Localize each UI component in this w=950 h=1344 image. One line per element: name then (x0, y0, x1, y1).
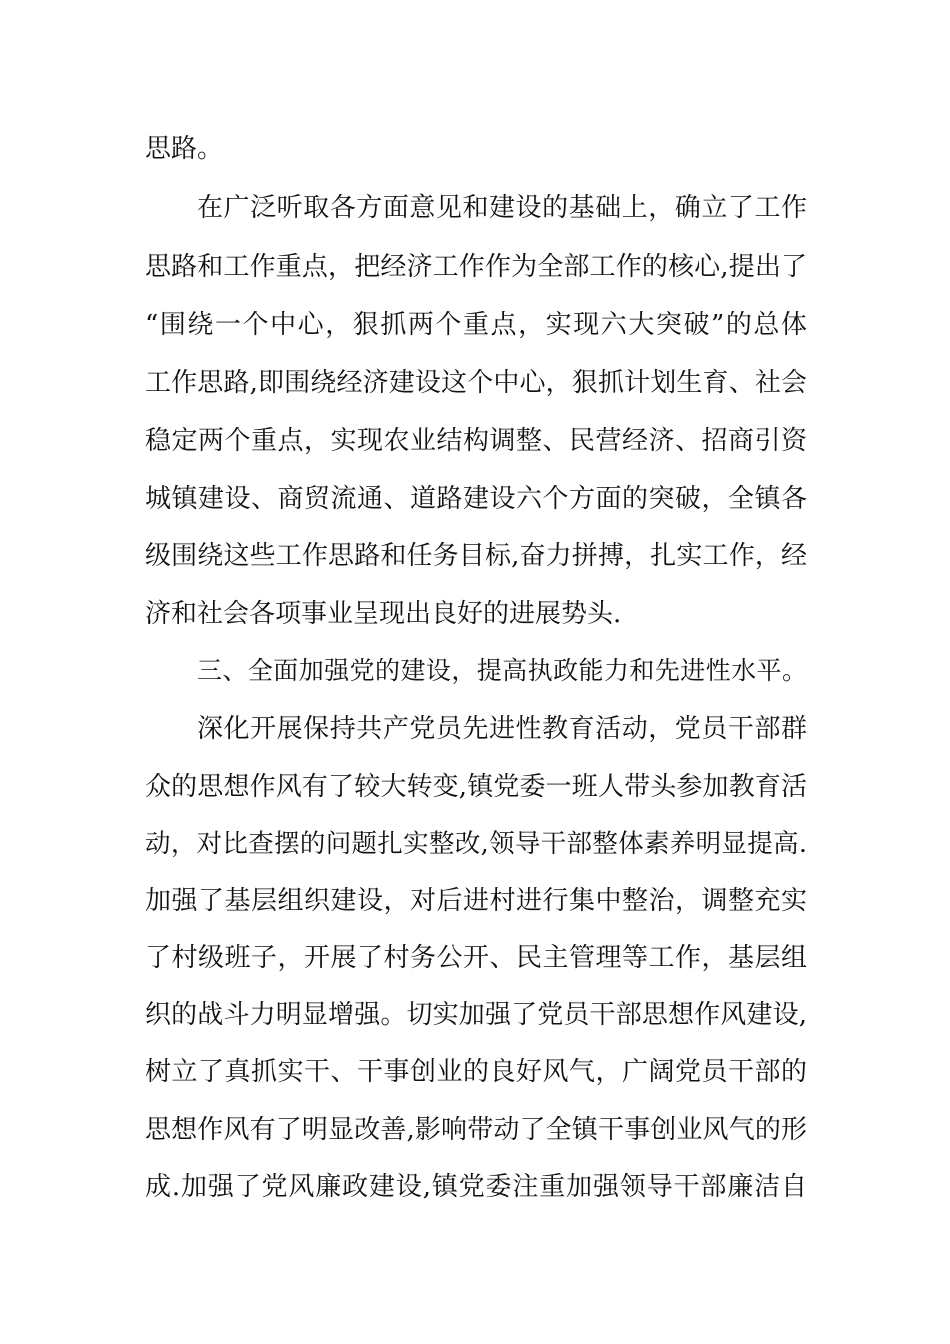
text-line: 加强了基层组织建设，对后进村进行集中整治，调整充实 (145, 886, 807, 916)
text-line: 织的战斗力明显增强。切实加强了党员干部思想作风建设, (145, 1000, 807, 1030)
text-line: “围绕一个中心，狠抓两个重点，实现六大突破”的总体 (145, 310, 807, 340)
text-line: 工作思路,即围绕经济建设这个中心，狠抓计划生育、社会 (145, 368, 807, 398)
text-line: 城镇建设、商贸流通、道路建设六个方面的突破，全镇各 (145, 484, 807, 514)
text-line: 众的思想作风有了较大转变,镇党委一班人带头参加教育活 (145, 772, 807, 802)
text-line: 级围绕这些工作思路和任务目标,奋力拼搏，扎实工作，经 (145, 541, 807, 571)
paragraph-first-line: 深化开展保持共产党员先进性教育活动，党员干部群 (197, 714, 807, 744)
text-line: 思路和工作重点，把经济工作作为全部工作的核心,提出了 (145, 252, 807, 282)
text-line: 成.加强了党风廉政建设,镇党委注重加强领导干部廉洁自 (145, 1172, 807, 1202)
text-line: 济和社会各项事业呈现出良好的进展势头. (145, 599, 622, 629)
text-line: 了村级班子，开展了村务公开、民主管理等工作，基层组 (145, 943, 807, 973)
text-line: 思想作风有了明显改善,影响带动了全镇干事创业风气的形 (145, 1115, 807, 1145)
text-line: 动，对比查摆的问题扎实整改,领导干部整体素养明显提高. (145, 829, 807, 859)
section-heading: 三、全面加强党的建设，提高执政能力和先进性水平。 (197, 656, 807, 685)
text-line: 稳定两个重点，实现农业结构调整、民营经济、招商引资 (145, 426, 807, 456)
text-line: 思路。 (145, 134, 224, 164)
text-line: 树立了真抓实干、干事创业的良好风气，广阔党员干部的 (145, 1057, 807, 1087)
paragraph-first-line: 在广泛听取各方面意见和建设的基础上，确立了工作 (197, 193, 807, 223)
